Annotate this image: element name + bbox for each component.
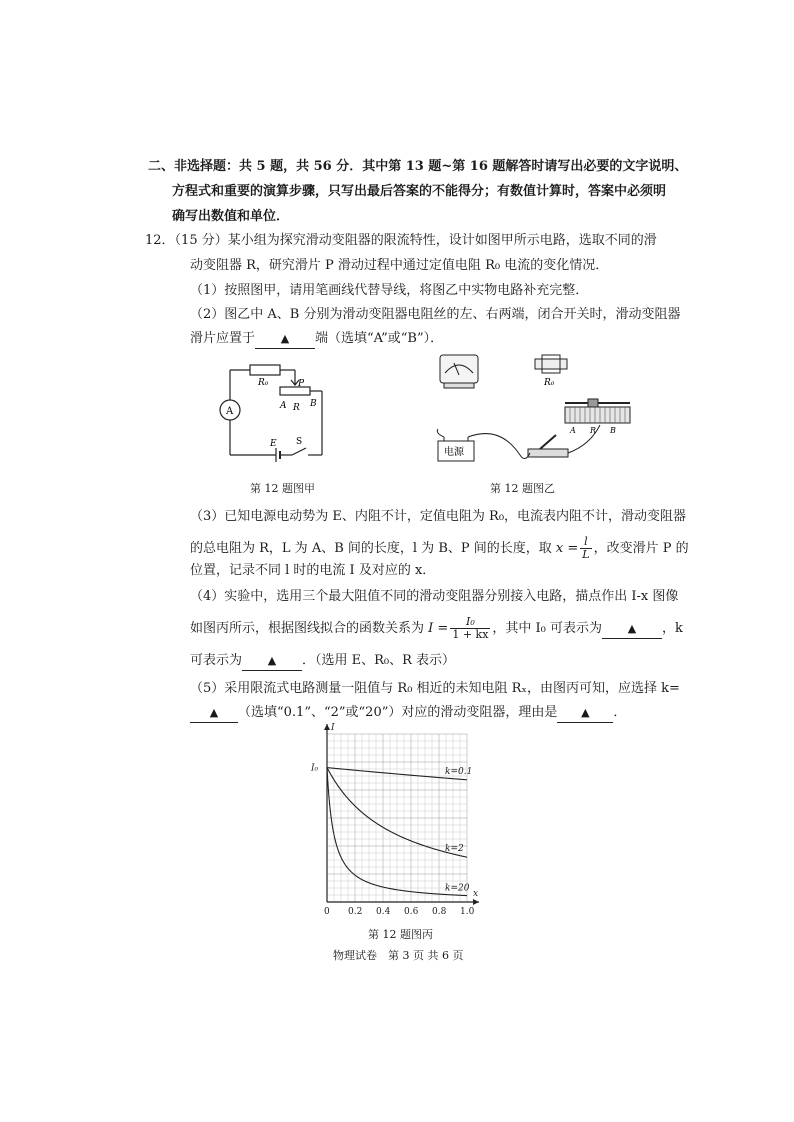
part3-line3: 位置，记录不同 l 时的电流 I 及对应的 x． [190, 563, 436, 578]
chart-axes [324, 724, 479, 905]
label-R-jia: R [293, 403, 300, 413]
label-B-jia: B [310, 399, 317, 409]
part1-text: （1）按照图甲，请用笔画线代替导线，将图乙中实物电路补充完整． [190, 283, 589, 298]
part5-line2: ▲ （选填“0.1”、“2”或“20”）对应的滑动变阻器，理由是 ▲ ． [190, 704, 626, 723]
label-A-yi: A [570, 426, 576, 435]
label-R-yi: R [590, 426, 597, 435]
circuit-diagram-jia [210, 360, 360, 470]
answer-blank-part2[interactable]: ▲ [255, 330, 315, 349]
answer-blank-part5-reason[interactable]: ▲ [557, 704, 613, 723]
part2-line2: 滑片应置于 ▲ 端（选填“A”或“B”）． [190, 330, 443, 349]
x-tick-label: 0.2 [348, 907, 363, 917]
question-number: 12． [145, 233, 175, 248]
x-tick-label: 0.4 [376, 907, 391, 917]
answer-blank-I0[interactable]: ▲ [602, 620, 662, 639]
caption-figure-jia: 第 12 题图甲 [250, 482, 315, 495]
fraction-I: $\frac{\text{I₀}}{1 + kx}$ [452, 615, 489, 641]
label-A-jia: A [280, 401, 287, 411]
label-R0-yi: R₀ [544, 378, 555, 388]
label-P-jia: P [298, 379, 305, 389]
part4-line2: 如图丙所示，根据图线拟合的函数关系为 I = $\frac{\text{I₀}}{1 + kx}$ ，其中 I₀ 可表示为 ▲ ，k [190, 615, 683, 641]
curve-label: k=0.1 [445, 766, 473, 777]
section-heading-line2: 方程式和重要的演算步骤，只写出最后答案的不能得分；有数值计算时，答案中必须明 [172, 184, 667, 199]
section-heading-line3: 确写出数值和单位． [172, 209, 290, 224]
x-tick-label: 0.6 [404, 907, 419, 917]
label-source-yi: 电源 [444, 447, 464, 458]
caption-figure-bing: 第 12 题图丙 [368, 928, 433, 941]
label-S-jia: S [296, 437, 303, 447]
y-axis-label: I [331, 723, 335, 733]
section-heading-line1: 二、非选择题：共 5 题，共 56 分．其中第 13 题~第 16 题解答时请写出必要的文字说明、 [148, 159, 688, 174]
part3-line1: （3）已知电源电动势为 E、内阻不计，定值电阻为 R₀，电流表内阻不计，滑动变阻器 [190, 509, 687, 524]
ammeter-symbol: A [226, 406, 234, 417]
chart-figure-bing [305, 722, 505, 922]
origin-label: 0 [324, 907, 330, 917]
caption-figure-yi: 第 12 题图乙 [490, 482, 555, 495]
label-R0-jia: R₀ [258, 378, 269, 388]
fraction-x: $\frac{l}{L}$ [582, 535, 590, 561]
apparatus-figure-yi [430, 345, 640, 475]
page-footer: 物理试卷 第 3 页 共 6 页 [333, 949, 464, 962]
question-intro-text1: （15 分）某小组为探究滑动变阻器的限流特性，设计如图甲所示电路，选取不同的滑 [174, 233, 657, 248]
question-intro-line1 [145, 232, 657, 250]
part4-line3: 可表示为 ▲ ．（选用 E、R₀、R 表示） [190, 652, 455, 671]
curve-label: k=20 [445, 883, 470, 894]
question-intro-line2: 动变阻器 R，研究滑片 P 滑动过程中通过定值电阻 R₀ 电流的变化情况． [190, 258, 609, 273]
x-axis-arrow [473, 899, 479, 905]
part4-line1: （4）实验中，选用三个最大阻值不同的滑动变阻器分别接入电路，描点作出 I-x 图像 [190, 589, 679, 604]
label-B-yi: B [610, 426, 616, 435]
answer-blank-part5-choice[interactable]: ▲ [190, 704, 238, 723]
x-tick-label: 0.8 [432, 907, 447, 917]
y-axis-arrow [324, 724, 330, 730]
label-E-jia: E [270, 439, 277, 449]
part5-line1: （5）采用限流式电路测量一阻值与 R₀ 相近的未知电阻 Rₓ，由图丙可知，应选择 k= [190, 681, 680, 696]
part3-line2: 的总电阻为 R，L 为 A、B 间的长度，l 为 B、P 间的长度，取 x = $\frac{l}{L}$ ，改变滑片 P 的 [190, 535, 689, 561]
part2-line1: （2）图乙中 A、B 分别为滑动变阻器电阻丝的左、右两端，闭合开关时，滑动变阻器 [190, 307, 681, 322]
answer-blank-k[interactable]: ▲ [242, 652, 302, 671]
I0-label: I₀ [311, 763, 319, 774]
curve-label: k=2 [445, 844, 464, 855]
x-tick-label: 1.0 [460, 907, 475, 917]
x-axis-label: x [473, 889, 479, 899]
chart-grid [327, 734, 467, 902]
